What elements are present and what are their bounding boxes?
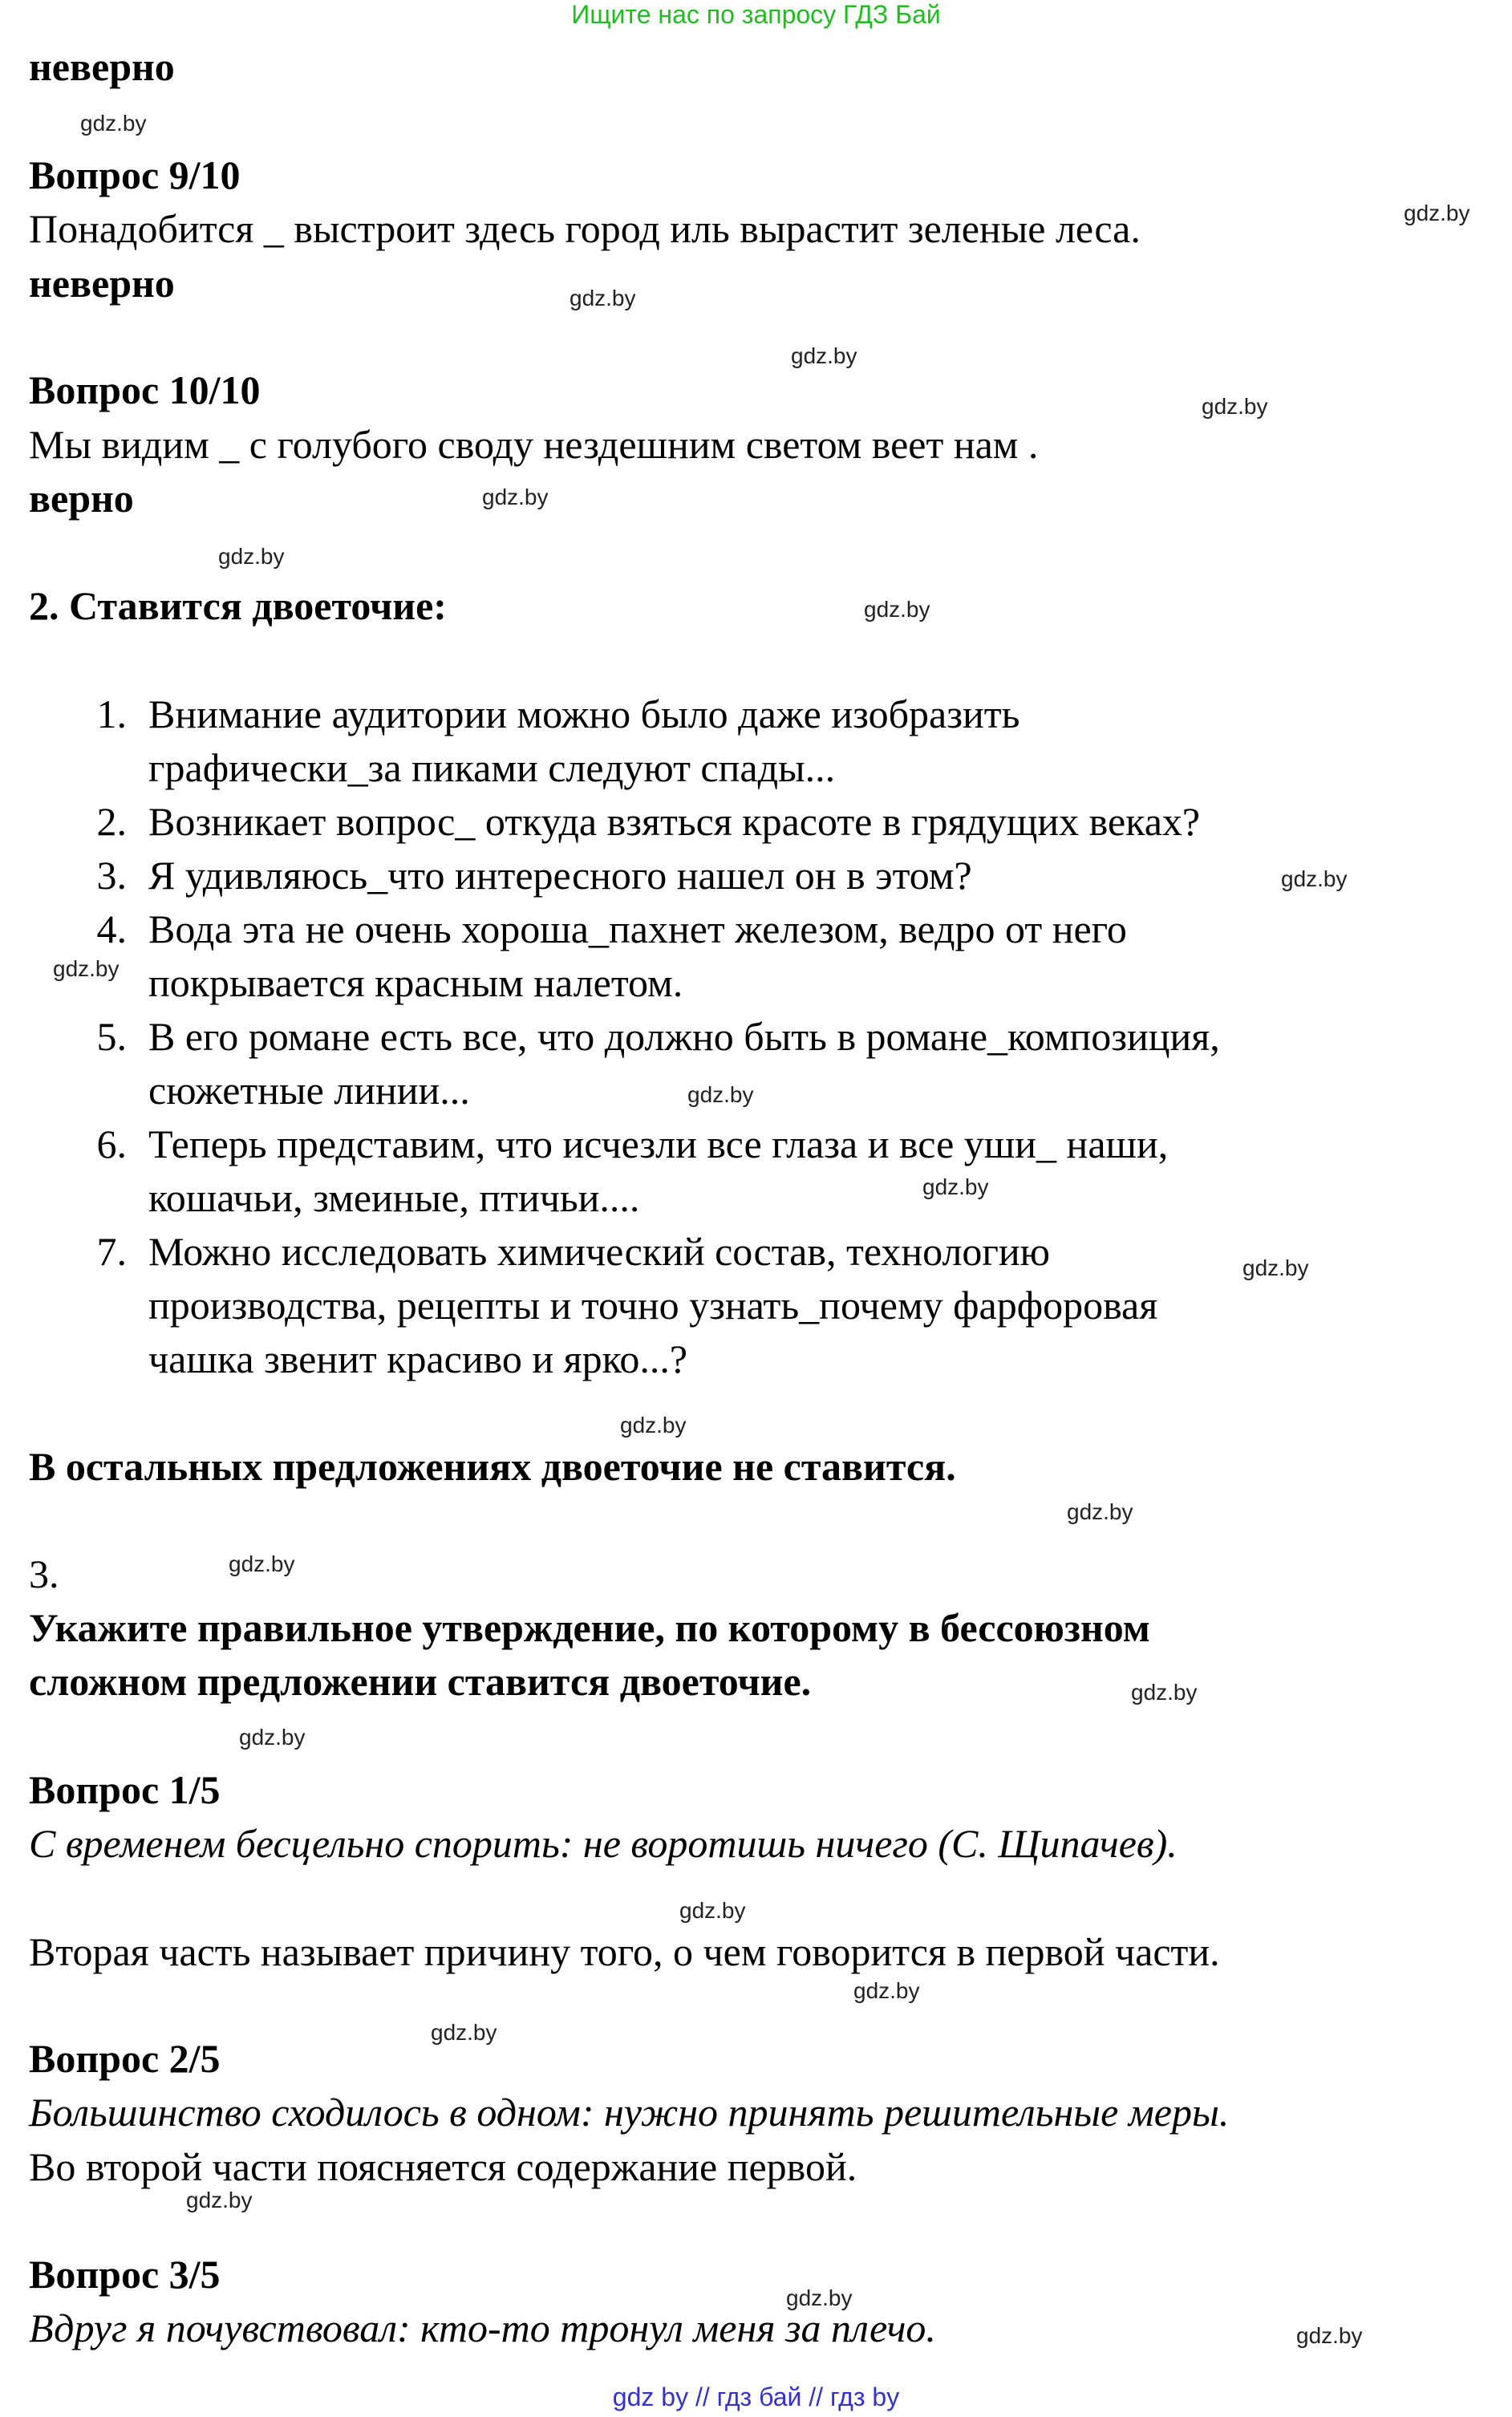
watermark: gdz.by — [431, 2020, 497, 2045]
list-item-text: покрывается красным налетом. — [148, 960, 683, 1005]
watermark: gdz.by — [53, 956, 120, 981]
list-number: 2. — [96, 799, 127, 844]
watermark: gdz.by — [186, 2188, 253, 2212]
question-sentence: Мы видим _ с голубого своду нездешним светом веет нам . — [29, 422, 1039, 467]
list-item-text: Я удивляюсь_что интересного нашел он в этом? — [148, 853, 972, 898]
answer-text: Вторая часть называет причину того, о чем говорится в первой части. — [29, 1929, 1220, 1974]
watermark: gdz.by — [1296, 2323, 1363, 2348]
watermark: gdz.by — [1202, 394, 1268, 419]
section-number: 3. — [29, 1551, 59, 1596]
task-text: Укажите правильное утверждение, по которому в бессоюзном — [29, 1605, 1150, 1650]
watermark: gdz.by — [1067, 1499, 1133, 1524]
list-item-text: чашка звенит красиво и ярко...? — [148, 1336, 688, 1381]
list-item-text: кошачьи, змеиные, птичьи.... — [148, 1175, 640, 1220]
conclusion-text: В остальных предложениях двоеточие не ставится. — [29, 1444, 956, 1489]
watermark: gdz.by — [679, 1898, 746, 1923]
list-number: 3. — [96, 853, 127, 898]
result-label: верно — [29, 476, 134, 521]
watermark: gdz.by — [853, 1978, 920, 2003]
question-sentence: Вдруг я почувствовал: кто-то тронул меня за плечо. — [29, 2305, 936, 2350]
list-number: 1. — [96, 691, 127, 736]
watermark: gdz.by — [1131, 1680, 1198, 1705]
list-item-text: сюжетные линии... — [148, 1068, 470, 1113]
watermark: gdz.by — [218, 544, 285, 569]
list-number: 6. — [96, 1121, 127, 1166]
question-title: Вопрос 9/10 — [29, 152, 241, 197]
watermark: gdz.by — [1281, 866, 1348, 891]
answer-text: Во второй части поясняется содержание первой. — [29, 2144, 857, 2189]
watermark: gdz.by — [791, 343, 857, 368]
question-title: Вопрос 10/10 — [29, 367, 261, 412]
watermark: gdz.by — [482, 485, 549, 509]
list-item-text: В его романе есть все, что должно быть в романе_композиция, — [148, 1014, 1220, 1059]
result-label: неверно — [29, 44, 175, 89]
list-item-text: Можно исследовать химический состав, технологию — [148, 1229, 1051, 1274]
list-item-text: Внимание аудитории можно было даже изобразить — [148, 691, 1020, 736]
question-title: Вопрос 2/5 — [29, 2036, 221, 2081]
list-number: 7. — [96, 1229, 127, 1274]
task-text: сложном предложении ставится двоеточие. — [29, 1659, 812, 1704]
watermark: gdz.by — [570, 286, 636, 310]
watermark: gdz.by — [80, 111, 147, 136]
watermark: gdz.by — [922, 1174, 989, 1199]
watermark: gdz.by — [786, 2285, 853, 2310]
list-item-text: Вода эта не очень хороша_пахнет железом, ведро от него — [148, 906, 1127, 951]
list-item-text: Теперь представим, что исчезли все глаза и все уши_ наши, — [148, 1121, 1169, 1166]
watermark: gdz.by — [1404, 201, 1470, 225]
list-item-text: Возникает вопрос_ откуда взяться красоте в грядущих веках? — [148, 799, 1201, 844]
question-sentence: Большинство сходилось в одном: нужно принять решительные меры. — [29, 2090, 1230, 2135]
section-heading: 2. Ставится двоеточие: — [29, 583, 447, 628]
watermark: gdz.by — [229, 1551, 295, 1576]
top-banner: Ищите нас по запросу ГДЗ Бай — [571, 0, 941, 29]
list-number: 4. — [96, 906, 127, 951]
list-number: 5. — [96, 1014, 127, 1059]
watermark: gdz.by — [687, 1082, 754, 1107]
question-sentence: Понадобится _ выстроит здесь город иль вырастит зеленые леса. — [29, 206, 1141, 251]
question-title: Вопрос 1/5 — [29, 1767, 221, 1812]
question-title: Вопрос 3/5 — [29, 2252, 221, 2297]
watermark: gdz.by — [864, 597, 930, 622]
watermark: gdz.by — [620, 1413, 687, 1438]
bottom-banner: gdz by // гдз бай // гдз by — [612, 2383, 900, 2411]
list-item-text: графически_за пиками следуют спады... — [148, 745, 836, 790]
list-item-text: производства, рецепты и точно узнать_почему фарфоровая — [148, 1283, 1158, 1328]
watermark: gdz.by — [239, 1725, 306, 1750]
question-sentence: С временем бесцельно спорить: не воротишь ничего (С. Щипачев). — [29, 1821, 1178, 1866]
result-label: неверно — [29, 261, 175, 306]
watermark: gdz.by — [1242, 1255, 1309, 1280]
